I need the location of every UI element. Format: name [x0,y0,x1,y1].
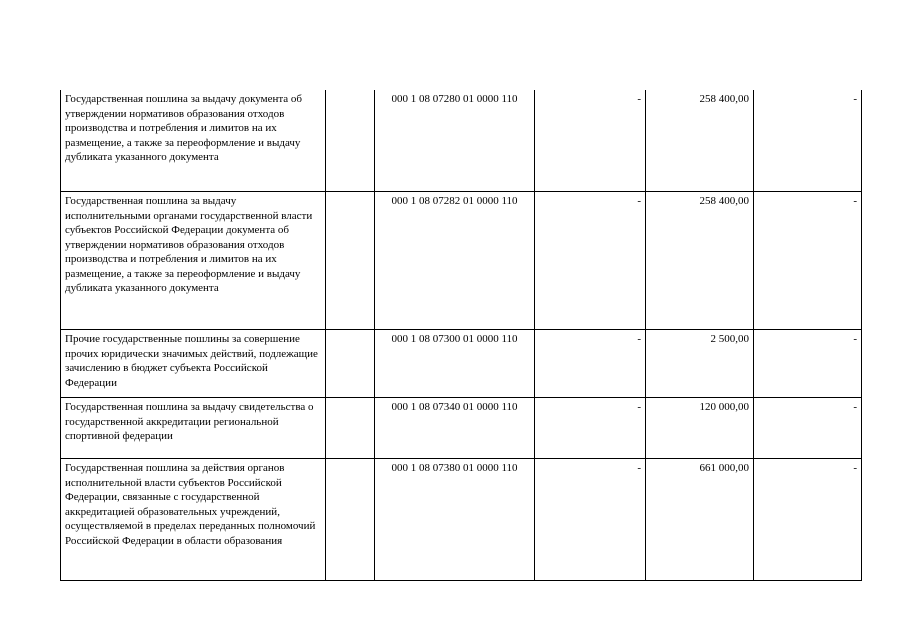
amount-cell: - [754,459,862,581]
table-row [61,90,862,192]
amount-cell: - [754,398,862,459]
empty-cell [326,459,375,581]
amount-cell: - [535,459,646,581]
revenue-name-cell: Государственная пошлина за действия органов исполнительной власти субъектов Российской Федерации, связанные с государственной аккредитацией образовательных учреждений, осуществляемой в пределах переданных полномочий Российской Федерации в области образования [61,459,326,581]
revenue-name-cell: Государственная пошлина за выдачу исполнительными органами государственной власти субъектов Российской Федерации документа об утверждении нормативов образования отходов производства и потребления и лимитов на их размещение, а также за переоформление и выдачу дубликата указанного документа [61,192,326,330]
budget-code-cell: 000 1 08 07280 01 0000 110 [375,90,535,192]
budget-code-cell: 000 1 08 07380 01 0000 110 [375,459,535,581]
amount-cell: - [754,90,862,192]
table-row [61,459,862,581]
empty-cell [326,330,375,398]
table-row [61,330,862,398]
empty-cell [326,192,375,330]
budget-code-cell: 000 1 08 07300 01 0000 110 [375,330,535,398]
amount-cell: - [535,192,646,330]
empty-cell [326,90,375,192]
table-row [61,192,862,330]
budget-code-cell: 000 1 08 07340 01 0000 110 [375,398,535,459]
amount-cell: 120 000,00 [646,398,754,459]
amount-cell: - [754,330,862,398]
amount-cell: 258 400,00 [646,90,754,192]
amount-cell: - [754,192,862,330]
amount-cell: 661 000,00 [646,459,754,581]
amount-cell: 2 500,00 [646,330,754,398]
amount-cell: - [535,330,646,398]
budget-code-cell: 000 1 08 07282 01 0000 110 [375,192,535,330]
revenue-name-cell: Государственная пошлина за выдачу документа об утверждении нормативов образования отходов производства и потребления и лимитов на их размещение, а также за переоформление и выдачу дубликата указанного документа [61,90,326,192]
revenue-name-cell: Прочие государственные пошлины за совершение прочих юридически значимых действий, подлежащие зачислению в бюджет субъекта Российской Федерации [61,330,326,398]
budget-revenue-table [60,90,862,581]
amount-cell: 258 400,00 [646,192,754,330]
empty-cell [326,398,375,459]
amount-cell: - [535,398,646,459]
revenue-name-cell: Государственная пошлина за выдачу свидетельства о государственной аккредитации региональной спортивной федерации [61,398,326,459]
table-row [61,398,862,459]
amount-cell: - [535,90,646,192]
